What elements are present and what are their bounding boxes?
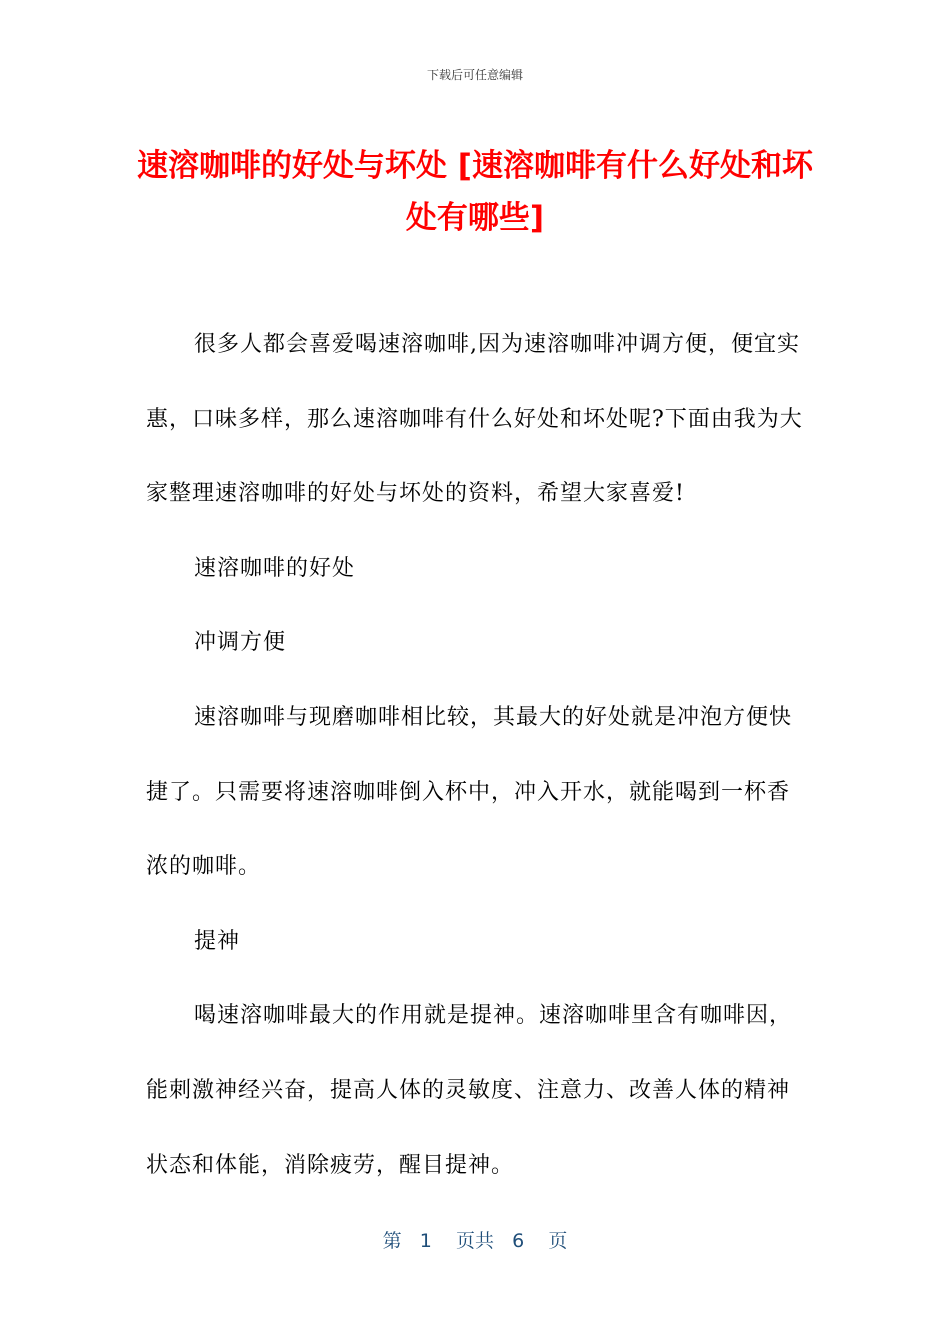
document-body: [146, 308, 806, 1203]
footer-mid: 页共: [455, 1230, 494, 1252]
document-title: 速溶咖啡的好处与坏处 [速溶咖啡有什么好处和坏处有哪些]: [137, 148, 813, 236]
section-heading-benefits: 速溶咖啡的好处: [194, 555, 356, 581]
footer-total-pages: 6: [512, 1230, 525, 1252]
paragraph-refresh: 喝速溶咖啡最大的作用就是提神。速溶咖啡里含有咖啡因，能刺激神经兴奋，提高人体的灵敏度、注意力、改善人体的精神状态和体能，消除疲劳，醒目提神。: [146, 1003, 793, 1178]
header-note: 下载后可任意编辑: [426, 68, 523, 82]
footer-suffix: 页: [548, 1230, 568, 1252]
footer-current-page: 1: [419, 1230, 432, 1252]
subheading-convenient: 冲调方便: [194, 630, 287, 656]
footer-prefix: 第: [382, 1230, 402, 1252]
page-footer: [0, 1226, 950, 1253]
paragraph-intro: 很多人都会喜爱喝速溶咖啡,因为速溶咖啡冲调方便，便宜实惠，口味多样，那么速溶咖啡有什么好处和坏处呢?下面由我为大家整理速溶咖啡的好处与坏处的资料，希望大家喜爱!: [146, 332, 803, 507]
paragraph-convenient: 速溶咖啡与现磨咖啡相比较，其最大的好处就是冲泡方便快捷了。只需要将速溶咖啡倒入杯中，冲入开水，就能喝到一杯香浓的咖啡。: [146, 704, 793, 880]
subheading-refresh: 提神: [194, 928, 241, 954]
